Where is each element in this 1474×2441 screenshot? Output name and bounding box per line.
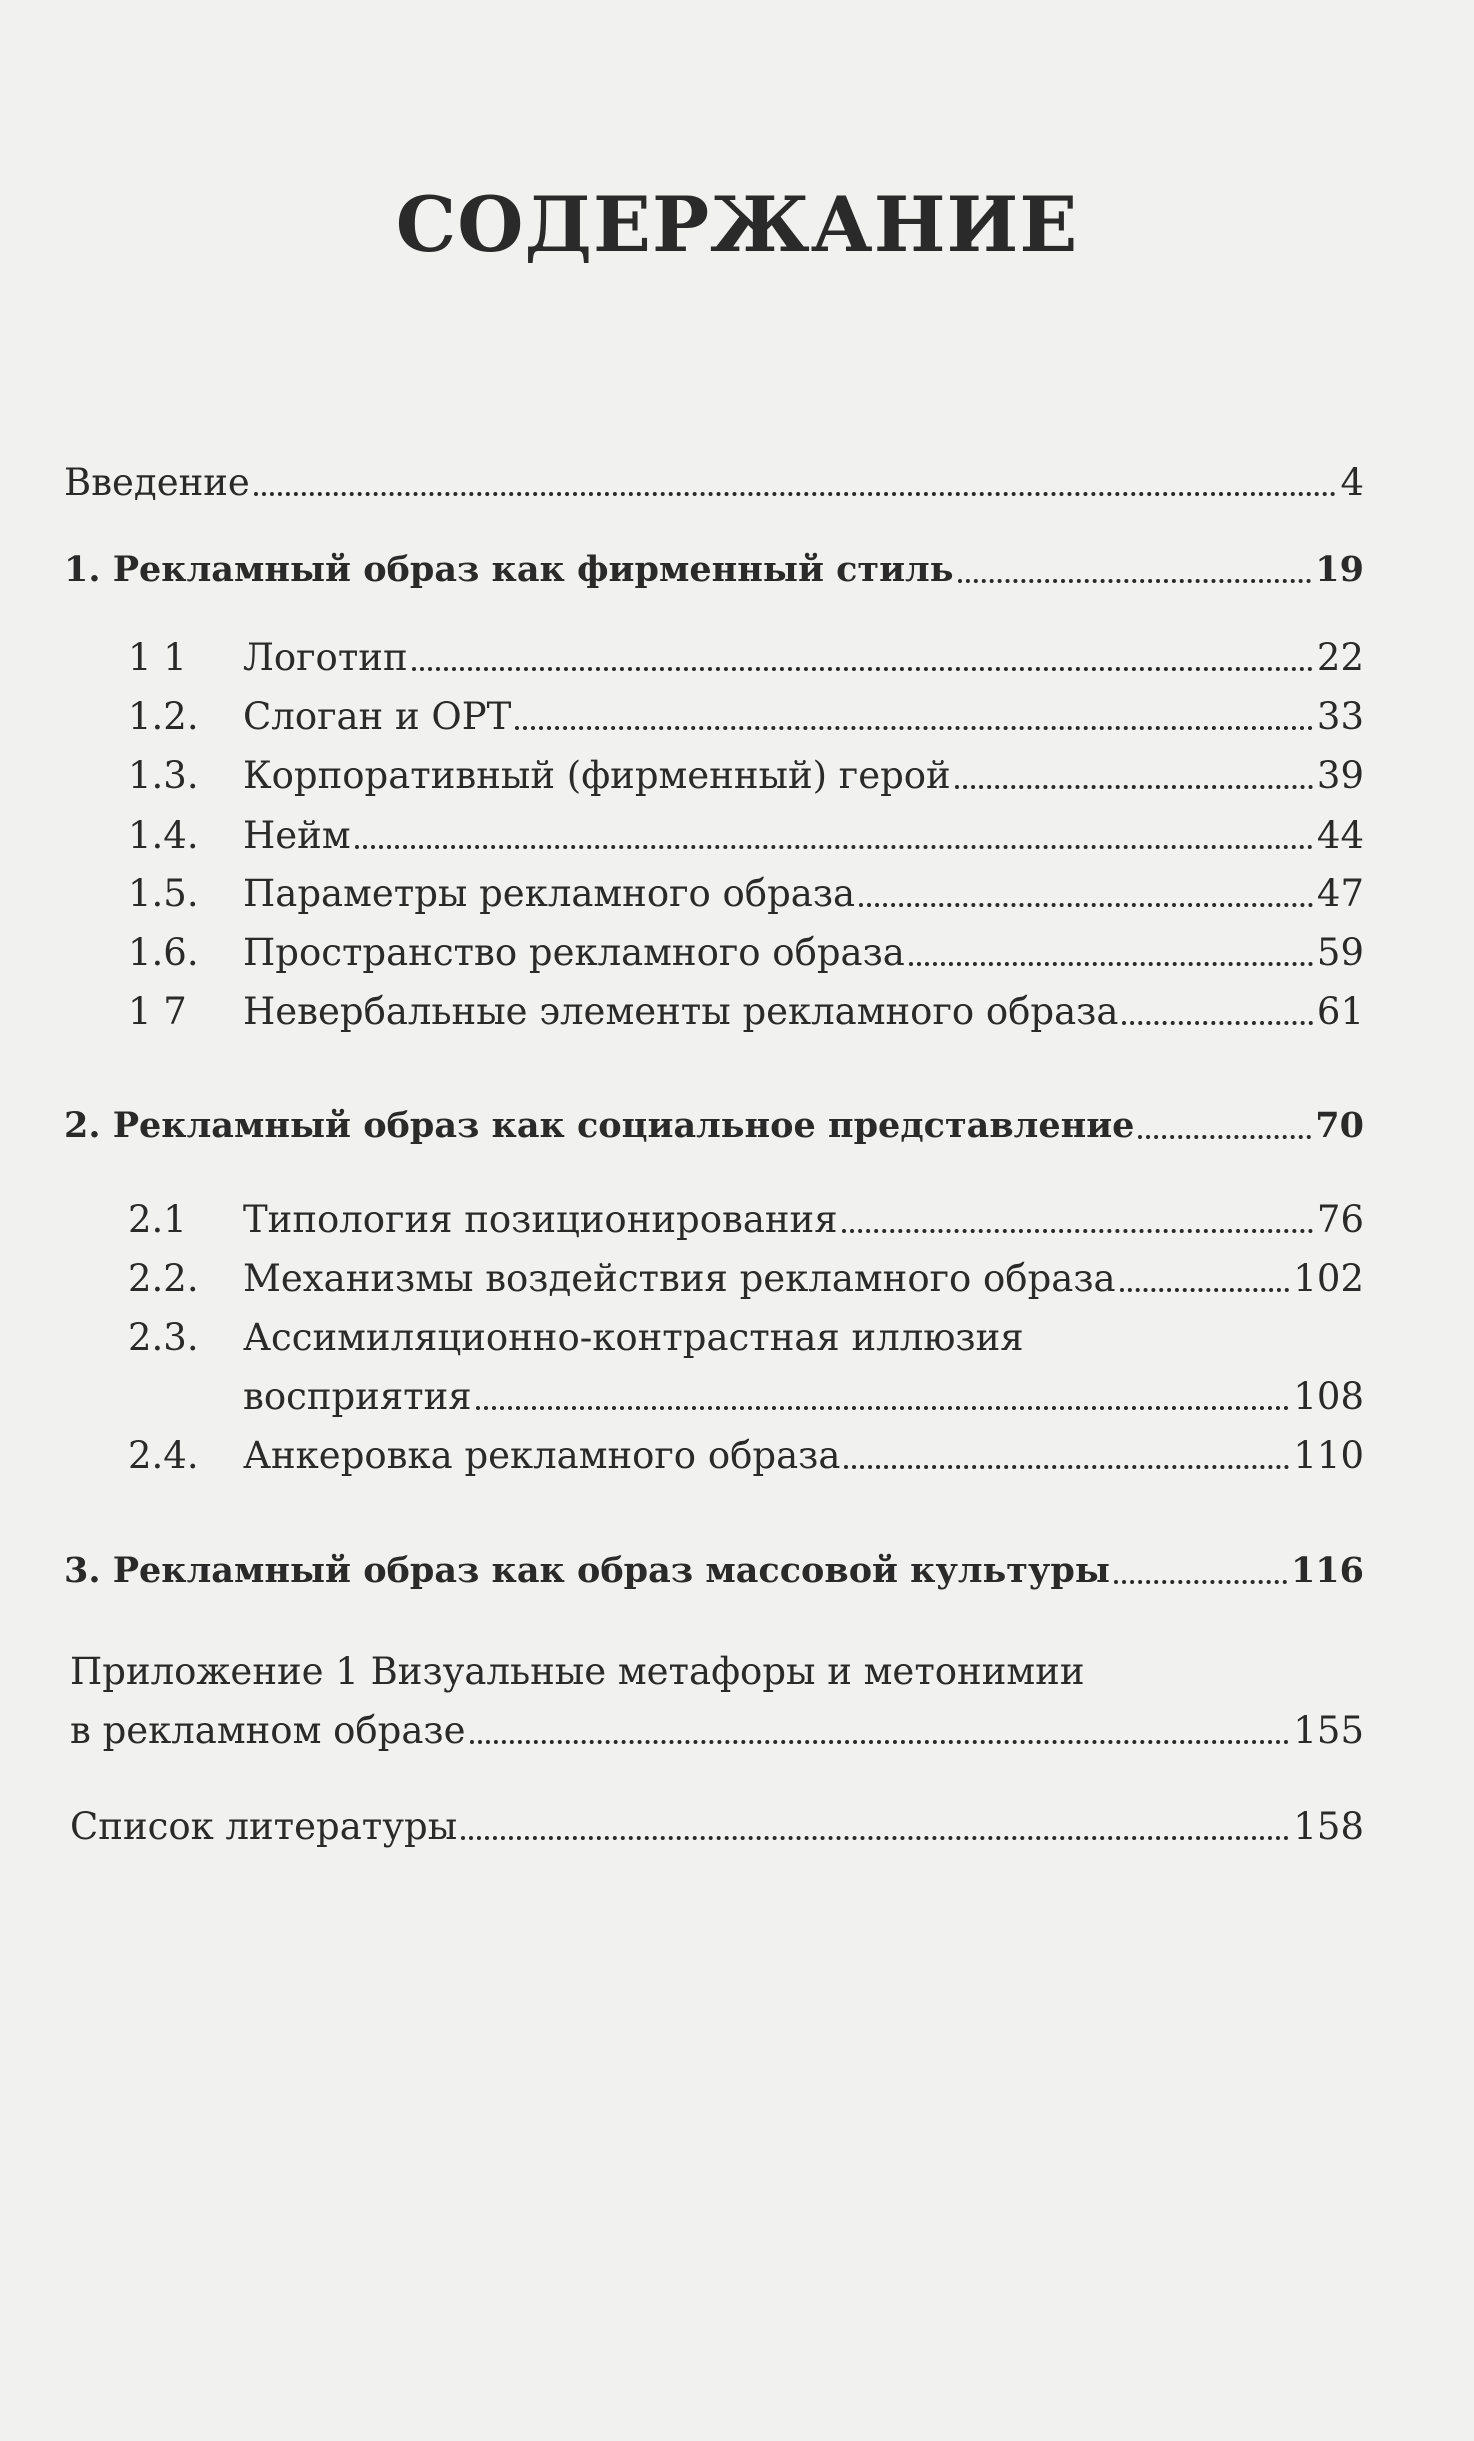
entry-page: 33 bbox=[1316, 695, 1364, 738]
entry-number: 2.1 bbox=[128, 1198, 187, 1241]
entry-number: 1 7 bbox=[128, 990, 187, 1033]
toc-entry-1-2[interactable] bbox=[128, 692, 1364, 742]
entry-title-line-2: восприятия bbox=[243, 1375, 472, 1418]
entry-page: 61 bbox=[1316, 990, 1364, 1033]
leader-dots bbox=[1122, 1021, 1312, 1025]
entry-title: Механизмы воздействия рекламного образа bbox=[243, 1257, 1116, 1300]
toc-entry-1-6[interactable] bbox=[128, 928, 1364, 978]
entry-page: 39 bbox=[1316, 754, 1364, 797]
entry-title: Слоган и ОРТ bbox=[243, 695, 512, 738]
leader-dots bbox=[476, 1406, 1290, 1410]
toc-entry-appendix-line-1[interactable] bbox=[70, 1647, 1370, 1697]
entry-number: 1.4. bbox=[128, 814, 199, 857]
toc-entry-2-3[interactable] bbox=[128, 1313, 1364, 1363]
toc-entry-2-1[interactable] bbox=[128, 1195, 1364, 1245]
entry-page: 76 bbox=[1316, 1198, 1364, 1241]
entry-title: Невербальные элементы рекламного образа bbox=[243, 990, 1119, 1033]
entry-number: 1.2. bbox=[128, 695, 199, 738]
entry-title-line-1: Приложение 1 Визуальные метафоры и метонимии bbox=[70, 1650, 1085, 1693]
entry-number: 1 1 bbox=[128, 636, 187, 679]
entry-page: 22 bbox=[1316, 636, 1364, 679]
toc-entry-appendix[interactable] bbox=[70, 1706, 1364, 1756]
leader-dots bbox=[470, 1740, 1290, 1744]
entry-page: 4 bbox=[1340, 461, 1364, 504]
leader-dots bbox=[842, 1229, 1313, 1233]
entry-page: 59 bbox=[1316, 931, 1364, 974]
toc-entry-bibliography[interactable] bbox=[70, 1802, 1364, 1852]
leader-dots bbox=[958, 579, 1312, 583]
entry-number: 1.3. bbox=[128, 754, 199, 797]
entry-number: 2.2. bbox=[128, 1257, 199, 1300]
leader-dots bbox=[844, 1465, 1289, 1469]
leader-dots bbox=[355, 845, 1313, 849]
leader-dots bbox=[955, 785, 1313, 789]
toc-entry-1-5[interactable] bbox=[128, 869, 1364, 919]
entry-number: 2.4. bbox=[128, 1434, 199, 1477]
leader-dots bbox=[1114, 1580, 1287, 1584]
toc-entry-1-4[interactable] bbox=[128, 811, 1364, 861]
entry-page: 108 bbox=[1293, 1375, 1364, 1418]
leader-dots bbox=[412, 667, 1313, 671]
page-title: СОДЕРЖАНИЕ bbox=[395, 180, 1079, 269]
toc-entry-2-2[interactable] bbox=[128, 1254, 1364, 1304]
toc-entry-1-7[interactable] bbox=[128, 987, 1364, 1037]
entry-title: Введение bbox=[64, 461, 250, 504]
toc-entry-2-3-continued[interactable] bbox=[243, 1372, 1364, 1422]
leader-dots bbox=[254, 492, 1337, 496]
toc-entry-1-1[interactable] bbox=[128, 633, 1364, 683]
entry-number: 1.6. bbox=[128, 931, 199, 974]
leader-dots bbox=[859, 903, 1313, 907]
entry-page: 44 bbox=[1316, 814, 1364, 857]
entry-page: 110 bbox=[1293, 1434, 1364, 1477]
entry-title: 1. Рекламный образ как фирменный стиль bbox=[64, 549, 954, 590]
toc-entry-chapter-1[interactable] bbox=[64, 545, 1364, 595]
toc-entry-1-3[interactable] bbox=[128, 751, 1364, 801]
entry-page: 158 bbox=[1293, 1805, 1364, 1848]
entry-page: 70 bbox=[1315, 1105, 1364, 1146]
entry-page: 116 bbox=[1290, 1550, 1364, 1591]
toc-entry-chapter-3[interactable] bbox=[64, 1546, 1364, 1596]
entry-title: Анкеровка рекламного образа bbox=[243, 1434, 841, 1477]
entry-title-line-2: в рекламном образе bbox=[70, 1709, 466, 1752]
entry-number: 1.5. bbox=[128, 872, 199, 915]
entry-title: Нейм bbox=[243, 814, 351, 857]
leader-dots bbox=[909, 962, 1313, 966]
leader-dots bbox=[1120, 1288, 1290, 1292]
entry-page: 102 bbox=[1293, 1257, 1364, 1300]
leader-dots bbox=[461, 1836, 1289, 1840]
entry-title: Пространство рекламного образа bbox=[243, 931, 905, 974]
entry-page: 155 bbox=[1293, 1709, 1364, 1752]
toc-entry-2-4[interactable] bbox=[128, 1431, 1364, 1481]
entry-title: Параметры рекламного образа bbox=[243, 872, 856, 915]
entry-page: 47 bbox=[1316, 872, 1364, 915]
leader-dots bbox=[1138, 1135, 1311, 1139]
entry-title: Типология позиционирования bbox=[243, 1198, 838, 1241]
entry-title-line-1: Ассимиляционно-контрастная иллюзия bbox=[243, 1316, 1024, 1359]
toc-entry-intro[interactable] bbox=[64, 458, 1364, 508]
entry-title: Корпоративный (фирменный) герой bbox=[243, 754, 951, 797]
entry-title: Логотип bbox=[243, 636, 408, 679]
leader-dots bbox=[515, 726, 1313, 730]
entry-number: 2.3. bbox=[128, 1316, 199, 1359]
entry-page: 19 bbox=[1315, 549, 1364, 590]
entry-title: 2. Рекламный образ как социальное представление bbox=[64, 1105, 1135, 1146]
toc-entry-chapter-2[interactable] bbox=[64, 1101, 1364, 1151]
entry-title: Список литературы bbox=[70, 1805, 458, 1848]
entry-title: 3. Рекламный образ как образ массовой культуры bbox=[64, 1550, 1110, 1591]
